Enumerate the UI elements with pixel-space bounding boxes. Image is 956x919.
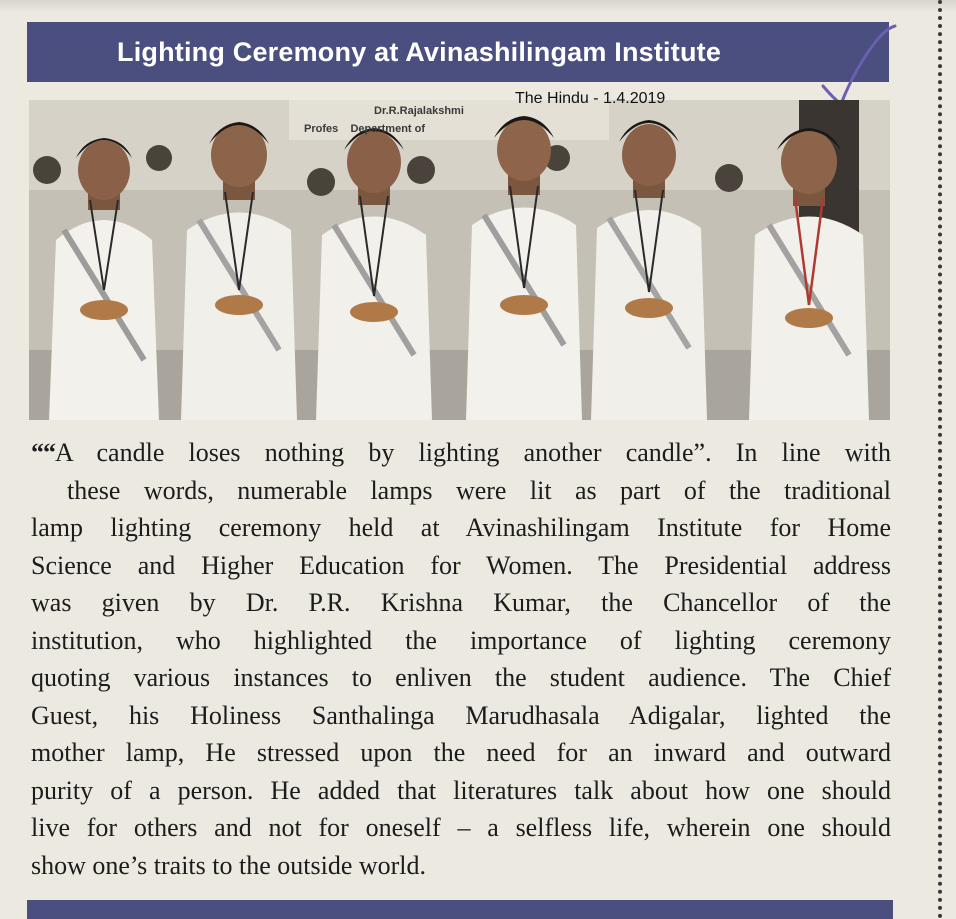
article-line: these words, numerable lamps were lit as part of the traditional	[67, 475, 891, 505]
headline: Lighting Ceremony at Avinashilingam Institute	[117, 36, 722, 67]
article-line: Guest, his Holiness Santhalinga Marudhasala Adigalar, lighted the	[31, 700, 891, 730]
article-line: institution, who highlighted the importance of lighting ceremony	[31, 625, 891, 655]
article-line: show one’s traits to the outside world.	[31, 850, 427, 880]
article-line	[31, 434, 891, 472]
photo-banner-line1: Dr.R.Rajalakshmi	[374, 105, 464, 117]
pen-tick-mark	[815, 18, 905, 108]
students-photo-illustration	[29, 100, 890, 420]
article-line: mother lamp, He stressed upon the need for an inward and outward	[31, 738, 891, 767]
photo-banner-line2: Profes Department of	[304, 123, 426, 135]
open-quote-mark: ““	[31, 438, 55, 467]
article-line-text: A candle loses nothing by lighting another candle”. In line with	[55, 438, 891, 467]
previous-article-fragment	[0, 0, 956, 12]
column-dotted-rule	[938, 0, 942, 919]
next-headline-bar	[27, 900, 893, 919]
article-line: live for others and not for oneself – a selfless life, wherein one should	[31, 813, 891, 842]
headline-bar	[27, 22, 889, 82]
article-line: Science and Higher Education for Women. The Presidential address	[31, 550, 891, 580]
article-line: purity of a person. He added that literatures talk about how one should	[31, 775, 891, 805]
article-line: lamp lighting ceremony held at Avinashilingam Institute for Home	[31, 513, 891, 542]
news-photo	[29, 100, 890, 420]
article-line: was given by Dr. P.R. Krishna Kumar, the Chancellor of the	[31, 588, 891, 617]
article-line: quoting various instances to enliven the student audience. The Chief	[31, 663, 891, 692]
article-body	[31, 434, 891, 884]
source-credit: The Hindu - 1.4.2019	[515, 90, 666, 107]
